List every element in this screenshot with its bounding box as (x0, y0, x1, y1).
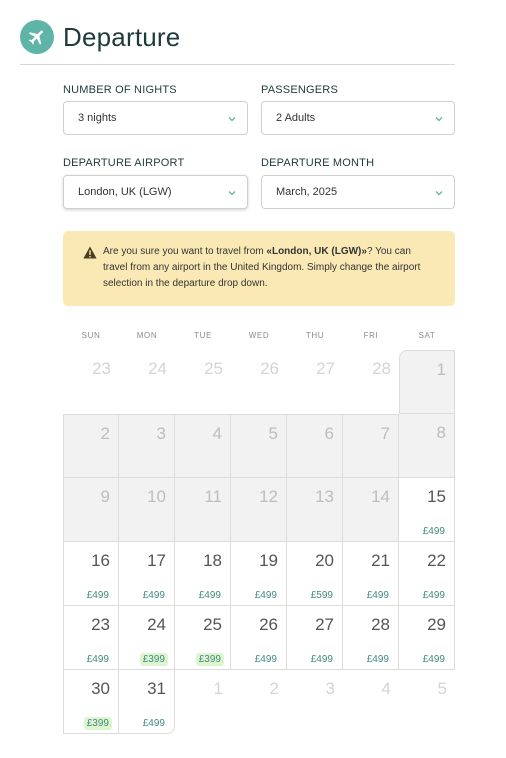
day-number: 5 (268, 424, 278, 443)
day-number: 14 (371, 487, 390, 506)
chevron-down-icon (433, 187, 445, 199)
calendar-day[interactable] (175, 542, 231, 606)
departure-airport-select[interactable] (63, 175, 248, 209)
warning-airport-name: «London, UK (LGW)» (266, 246, 367, 257)
day-number: 18 (203, 551, 222, 570)
price-label: £499 (86, 590, 109, 601)
calendar-day (343, 414, 399, 478)
day-number: 15 (427, 487, 446, 506)
price-label: £499 (142, 590, 165, 601)
calendar-day[interactable] (119, 606, 175, 670)
price-label: £499 (86, 654, 109, 665)
passengers-select[interactable] (261, 101, 455, 135)
calendar-day[interactable] (343, 606, 399, 670)
day-number: 2 (269, 679, 279, 698)
calendar-day (343, 478, 399, 542)
calendar-day[interactable] (343, 542, 399, 606)
day-number: 19 (259, 551, 278, 570)
lowest-price-label: £399 (84, 717, 112, 730)
calendar-day (399, 350, 455, 414)
calendar-day (119, 478, 175, 542)
day-number: 1 (213, 679, 223, 698)
day-number: 24 (147, 615, 166, 634)
day-number: 25 (204, 359, 223, 378)
price-label: £499 (142, 718, 165, 729)
chevron-down-icon (433, 113, 445, 125)
day-number: 12 (259, 487, 278, 506)
calendar-day (287, 414, 343, 478)
calendar-day (63, 350, 119, 414)
calendar-day (343, 670, 399, 734)
day-number: 22 (427, 551, 446, 570)
day-number: 23 (92, 359, 111, 378)
calendar-day (175, 350, 231, 414)
chevron-down-icon (226, 113, 238, 125)
day-number: 26 (260, 359, 279, 378)
day-number: 9 (100, 487, 110, 506)
weekday-tue: TUE (194, 331, 212, 340)
day-number: 2 (100, 424, 110, 443)
day-number: 28 (371, 615, 390, 634)
nights-label: NUMBER OF NIGHTS (63, 84, 177, 96)
calendar-day[interactable] (399, 542, 455, 606)
price-label: £499 (422, 654, 445, 665)
day-number: 4 (212, 424, 222, 443)
price-label: £499 (422, 526, 445, 537)
price-label: £499 (310, 654, 333, 665)
weekday-sat: SAT (418, 331, 436, 340)
month-value: March, 2025 (276, 186, 338, 198)
lowest-price-label: £399 (140, 653, 168, 666)
day-number: 3 (325, 679, 335, 698)
day-number: 25 (203, 615, 222, 634)
calendar-day (231, 478, 287, 542)
day-number: 5 (437, 679, 447, 698)
day-number: 13 (315, 487, 334, 506)
calendar-day (287, 478, 343, 542)
calendar-day[interactable] (63, 542, 119, 606)
day-number: 4 (381, 679, 391, 698)
day-number: 31 (147, 679, 166, 698)
calendar-day (119, 414, 175, 478)
weekday-sun: SUN (81, 331, 101, 340)
calendar-day[interactable] (63, 670, 119, 734)
day-number: 27 (316, 359, 335, 378)
price-label: £499 (422, 590, 445, 601)
day-number: 6 (324, 424, 334, 443)
calendar-day (343, 350, 399, 414)
calendar-day (231, 350, 287, 414)
weekday-fri: FRI (363, 331, 379, 340)
day-number: 24 (148, 359, 167, 378)
weekday-wed: WED (248, 331, 270, 340)
price-label: £499 (198, 590, 221, 601)
calendar-day[interactable] (399, 606, 455, 670)
calendar-day (287, 350, 343, 414)
day-number: 1 (436, 360, 446, 379)
calendar-day[interactable] (231, 606, 287, 670)
day-number: 21 (371, 551, 390, 570)
day-number: 7 (380, 424, 390, 443)
page-title: Departure (63, 22, 181, 52)
calendar-day (399, 414, 455, 478)
price-label: £499 (254, 654, 277, 665)
lowest-price-label: £399 (196, 653, 224, 666)
nights-value: 3 nights (78, 112, 117, 124)
calendar-day[interactable] (399, 478, 455, 542)
price-label: £499 (254, 590, 277, 601)
calendar-day (175, 478, 231, 542)
day-number: 17 (147, 551, 166, 570)
day-number: 11 (204, 487, 222, 506)
passengers-label: PASSENGERS (261, 84, 338, 96)
calendar-day[interactable] (119, 542, 175, 606)
day-number: 26 (259, 615, 278, 634)
passengers-value: 2 Adults (276, 112, 316, 124)
day-number: 16 (91, 551, 110, 570)
calendar-day (231, 414, 287, 478)
chevron-down-icon (226, 187, 238, 199)
price-label: £499 (366, 590, 389, 601)
day-number: 29 (427, 615, 446, 634)
calendar-day[interactable] (231, 542, 287, 606)
airplane-icon (20, 20, 54, 54)
calendar-day[interactable] (119, 670, 175, 734)
airport-label: DEPARTURE AIRPORT (63, 157, 185, 169)
airport-warning-banner (63, 231, 455, 306)
calendar-day (63, 478, 119, 542)
warning-icon (83, 246, 97, 259)
calendar-day (399, 670, 455, 734)
calendar-day (231, 670, 287, 734)
nights-select[interactable] (63, 101, 248, 135)
day-number: 30 (91, 679, 110, 698)
calendar-day[interactable] (287, 542, 343, 606)
weekday-thu: THU (305, 331, 325, 340)
weekday-mon: MON (136, 331, 158, 340)
calendar-day[interactable] (175, 606, 231, 670)
calendar-day (63, 414, 119, 478)
calendar-day (175, 414, 231, 478)
calendar-day (119, 350, 175, 414)
departure-month-select[interactable] (261, 175, 455, 209)
day-number: 28 (372, 359, 391, 378)
calendar-day[interactable] (63, 606, 119, 670)
day-number: 20 (315, 551, 334, 570)
airport-value: London, UK (LGW) (78, 186, 172, 198)
section-header (20, 20, 455, 65)
day-number: 27 (315, 615, 334, 634)
day-number: 10 (147, 487, 166, 506)
calendar-day[interactable] (287, 606, 343, 670)
price-label: £599 (310, 590, 333, 601)
day-number: 23 (91, 615, 110, 634)
day-number: 3 (156, 424, 166, 443)
calendar-day (175, 670, 231, 734)
calendar-day (287, 670, 343, 734)
day-number: 8 (436, 423, 446, 442)
warning-text: Are you sure you want to travel from «London, UK (LGW)»? You can travel from any airport in the United Kingdom. Simply change the airport selection in the departure drop down. (103, 246, 421, 289)
month-label: DEPARTURE MONTH (261, 157, 375, 169)
price-label: £499 (366, 654, 389, 665)
